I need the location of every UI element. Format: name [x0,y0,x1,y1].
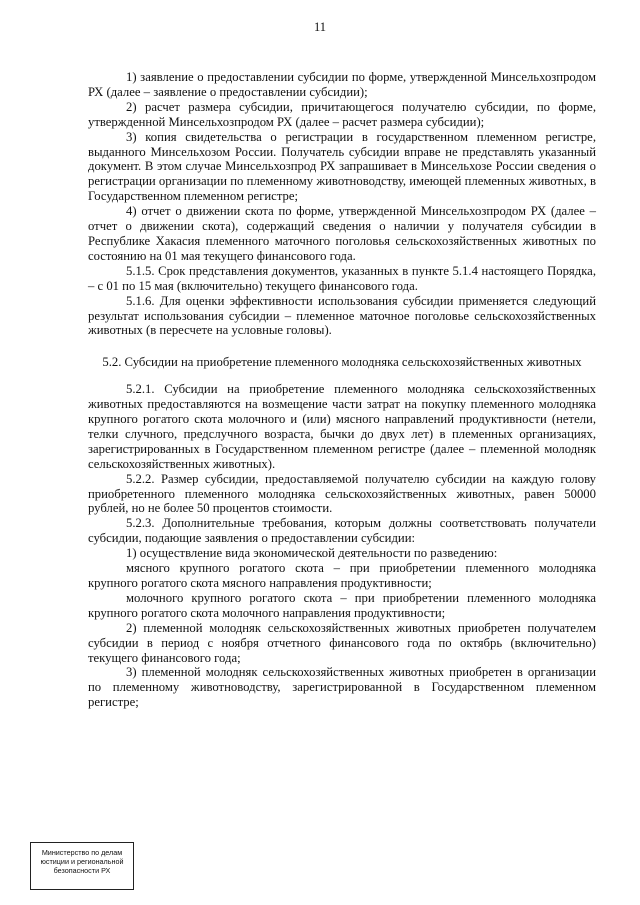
stamp-line-1: Министерство по делам [41,848,123,857]
paragraph-5-2-2: 5.2.2. Размер субсидии, предоставляемой получателю субсидии на каждую голову приобретенного племенного молодняка сельскохозяйственных животных, равен 50000 рублей, но не более 50 процентов стоимости. [88,471,596,516]
paragraph-5-2-3: 5.2.3. Дополнительные требования, которым должны соответствовать получатели субсидии, подающие заявления о предоставлении субсидии: [88,516,596,546]
paragraph-requirement-2: 2) племенной молодняк сельскохозяйственных животных приобретен получателем субсидии в период с ноября отчетного финансового года по октябрь (включительно) текущего финансового года; [88,620,596,665]
paragraph-requirement-1: 1) осуществление вида экономической деятельности по разведению: [126,546,498,561]
paragraph-requirement-3: 3) племенной молодняк сельскохозяйственных животных приобретен в организации по племенному животноводству, зарегистрированной в Государственном племенном регистре; [88,665,596,710]
paragraph-meat-cattle: мясного крупного рогатого скота – при приобретении племенного молодняка крупного рогатого скота мясного направления продуктивности; [88,561,596,590]
paragraph-item-1: 1) заявление о предоставлении субсидии по форме, утвержденной Минсельхозпродом РХ (далее – заявление о предоставлении субсидии); [88,70,596,99]
paragraph-dairy-cattle: молочного крупного рогатого скота – при приобретении племенного молодняка крупного рогатого скота молочного направления продуктивности; [88,590,596,620]
stamp-line-3: безопасности РХ [53,866,111,875]
paragraph-5-1-5: 5.1.5. Срок представления документов, указанных в пункте 5.1.4 настоящего Порядка, – с 01 по 15 мая (включительно) текущего финансового года. [88,263,596,293]
paragraph-item-4: 4) отчет о движении скота по форме, утвержденной Минсельхозпродом РХ (далее – отчет о движении скота), содержащий сведения о наличии у получателя субсидии в Республике Хакасия племенного маточного поголовья сельскохозяйственных животных по состоянию на 01 мая текущего финансового года. [88,204,596,263]
ministry-stamp [30,842,134,890]
stamp-line-2: юстиции и региональной [40,857,124,866]
document-body [88,70,596,710]
paragraph-item-3: 3) копия свидетельства о регистрации в государственном племенном регистре, выданного Минсельхозом России. Получатель субсидии вправе не представлять указанный документ. В этом случае Минсельхозпрод РХ запрашивает в Минсельхозе России сведения о регистрации организации по племенному животноводству, имеющей племенных животных, в Государственном племенном регистре; [88,129,596,204]
section-heading-5-2: 5.2. Субсидии на приобретение племенного молодняка сельскохозяйственных животных [102,355,582,370]
page-number: 11 [313,20,327,34]
paragraph-item-2: 2) расчет размера субсидии, причитающегося получателю субсидии, по форме, утвержденной Минсельхозпродом РХ (далее – расчет размера субсидии); [88,99,596,129]
paragraph-5-1-6: 5.1.6. Для оценки эффективности использования субсидии применяется следующий результат использования субсидии – племенное маточное поголовье сельскохозяйственных животных (в пересчете на условные головы). [88,293,596,338]
paragraph-5-2-1: 5.2.1. Субсидии на приобретение племенного молодняка сельскохозяйственных животных предоставляются на возмещение части затрат на покупку племенного молодняка крупного рогатого скота молочного и (или) мясного направлений продуктивности (нетели, телки случного, предслучного возраста, бычки до двух лет) в племенных организациях, зарегистрированных в Государственном племенном регистре (далее – племенной молодняк сельскохозяйственных животных). [88,382,596,471]
